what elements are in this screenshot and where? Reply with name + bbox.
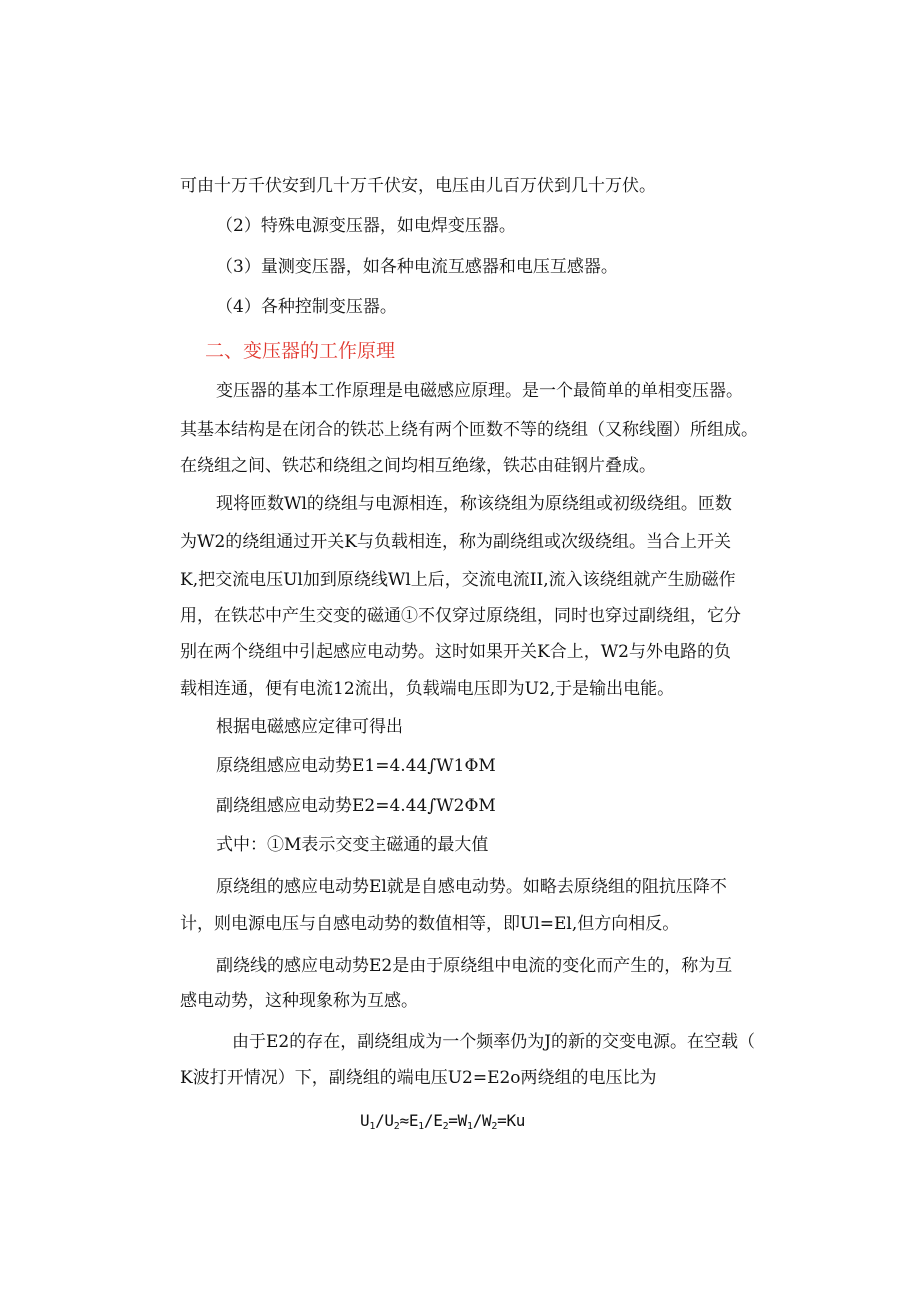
section-heading: 二、变压器的工作原理 [205, 340, 396, 362]
voltage-ratio-formula: $U_1/U_2\approx E_1/E_2=W_1/W_2=Ku$ [360, 1111, 526, 1132]
equation-line: 原绕组感应电动势E1=4.44∫W1ΦM [216, 756, 496, 776]
paragraph-line: 载相连通，便有电流12流出，负载端电压即为U2,于是输出电能。 [180, 679, 675, 699]
paragraph-line: 感电动势，这种现象称为互感。 [180, 991, 418, 1011]
paragraph-line: 别在两个绕组中引起感应电动势。这时如果开关K合上，W2与外电路的负 [180, 642, 731, 662]
list-item-4: （4）各种控制变压器。 [216, 297, 397, 317]
paragraph-line: 用，在铁芯中产生交变的磁通①不仅穿过原绕组，同时也穿过副绕组，它分 [180, 606, 741, 626]
list-item-2: （2）特殊电源变压器，如电焊变压器。 [216, 216, 516, 236]
paragraph-line: 其基本结构是在闭合的铁芯上绕有两个匝数不等的绕组（又称线圈）所组成。 [180, 420, 758, 440]
list-item-3: （3）量测变压器，如各种电流互感器和电压互感器。 [216, 257, 618, 277]
paragraph-line: 由于E2的存在，副绕组成为一个频率仍为J的新的交变电源。在空载（ [232, 1032, 756, 1052]
paragraph-line: 计，则电源电压与自感电动势的数值相等，即Ul=El,但方向相反。 [180, 914, 680, 934]
paragraph-line: K,把交流电压Ul加到原绕线Wl上后，交流电流II,流入该绕组就产生励磁作 [180, 570, 736, 590]
paragraph-line: 为W2的绕组通过开关K与负载相连，称为副绕组或次级绕组。当合上开关 [180, 532, 731, 552]
equation-line: 副绕组感应电动势E2=4.44∫W2ΦM [216, 796, 496, 816]
paragraph-line: K波打开情况）下，副绕组的端电压U2=E2o两绕组的电压比为 [180, 1068, 657, 1088]
paragraph-line: 原绕组的感应电动势El就是自感电动势。如略去原绕组的阻抗压降不 [216, 877, 727, 897]
paragraph-line: 可由十万千伏安到几十万千伏安，电压由儿百万伏到几十万伏。 [180, 176, 656, 196]
paragraph-line: 现将匝数Wl的绕组与电源相连，称该绕组为原绕组或初级绕组。匝数 [216, 494, 732, 514]
paragraph-line: 式中：①M表示交变主磁通的最大值 [216, 835, 489, 855]
paragraph-line: 在绕组之间、铁芯和绕组之间均相互绝缘，铁芯由硅钢片叠成。 [180, 456, 656, 476]
paragraph-line: 变压器的基本工作原理是电磁感应原理。是一个最简单的单相变压器。 [216, 381, 743, 401]
paragraph-line: 副绕线的感应电动势E2是由于原绕组中电流的变化而产生的，称为互 [216, 956, 733, 976]
paragraph-line: 根据电磁感应定律可得出 [216, 717, 403, 737]
